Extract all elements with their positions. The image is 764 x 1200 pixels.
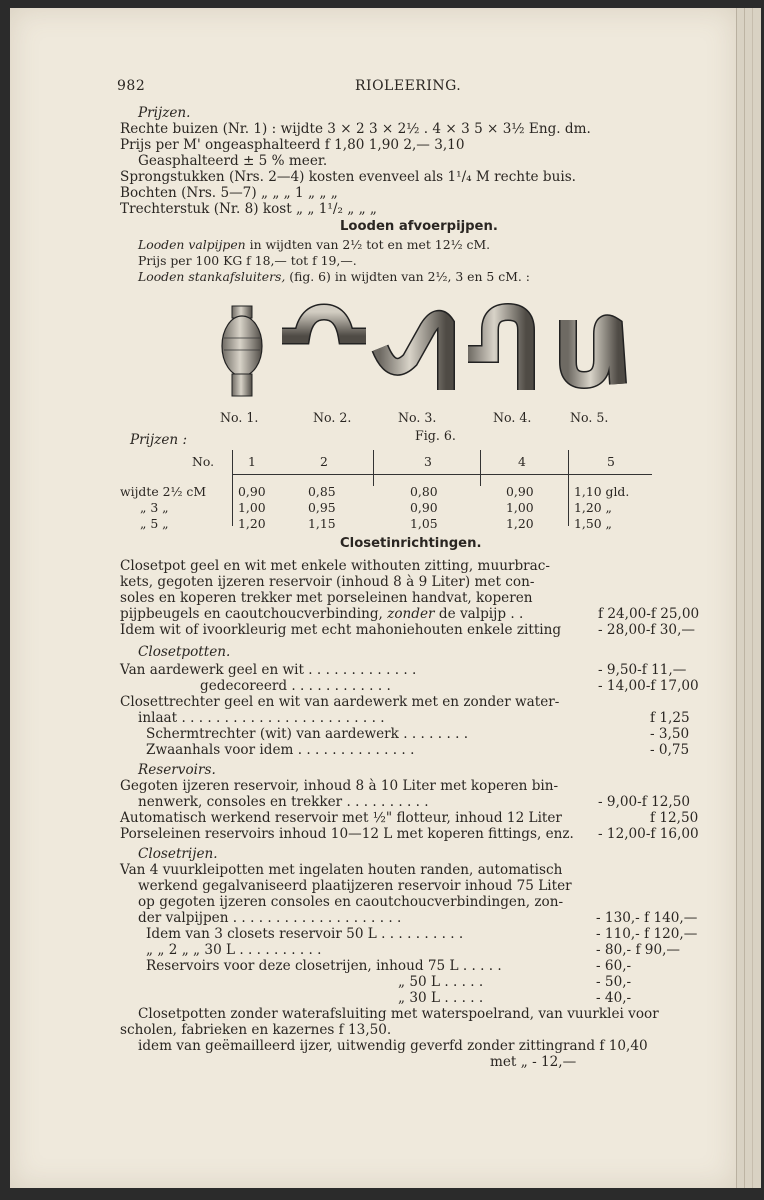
closet-line: gedecoreerd . . . . . . . . . . . . <box>200 678 391 694</box>
table-cell: 1,20 <box>506 516 534 531</box>
closet-line: „ 50 L . . . . . <box>398 974 484 990</box>
price-value: - 50,- <box>596 974 632 990</box>
closet-line: inlaat . . . . . . . . . . . . . . . . . . . . . . . . <box>138 710 385 726</box>
table-cell: „ 5 „ <box>140 516 169 531</box>
table-cell: 0,85 <box>308 484 336 499</box>
looden-line: Looden valpijpen in wijdten van 2½ tot en met 12½ cM. <box>138 237 491 252</box>
closet-line: Schermtrechter (wit) van aardewerk . . . . . . . . <box>146 726 469 742</box>
price-value: - 28,00-f 30,— <box>598 622 695 638</box>
price-value: - 14,00-f 17,00 <box>598 678 699 694</box>
table-header-cell: 3 <box>424 454 432 469</box>
price-value: f 24,00-f 25,00 <box>598 606 700 622</box>
price-value: - 12,00-f 16,00 <box>598 826 699 842</box>
price-line: Sprongstukken (Nrs. 2—4) kosten evenveel als 1¹/₄ M rechte buis. <box>120 169 576 185</box>
table-cell: 0,90 <box>238 484 266 499</box>
table-cell: 1,50 „ <box>574 516 612 531</box>
section-title-closet: Closetinrichtingen. <box>340 536 482 551</box>
book-page-edge <box>736 8 761 1188</box>
closet-line: Porseleinen reservoirs inhoud 10—12 L met koperen fittings, enz. <box>120 826 574 842</box>
closet-line: Reservoirs voor deze closetrijen, inhoud 75 L . . . . . <box>146 958 502 974</box>
table-cell: 1,10 gld. <box>574 484 630 499</box>
price-value: - 40,- <box>596 990 632 1006</box>
table-header-cell: 1 <box>248 454 256 469</box>
trap-no-2 <box>282 312 366 336</box>
section-title-looden: Looden afvoerpijpen. <box>340 219 498 234</box>
looden-line: Prijs per 100 KG f 18,— tot f 19,—. <box>138 253 357 268</box>
figure-label: No. 3. <box>398 410 437 425</box>
book-page <box>10 8 736 1188</box>
closet-line: „ 30 L . . . . . <box>398 990 484 1006</box>
table-cell: wijdte 2½ cM <box>120 484 207 499</box>
closet-line: scholen, fabrieken en kazernes f 13,50. <box>120 1022 392 1038</box>
price-value: - 3,50 <box>650 726 690 742</box>
running-title: RIOLEERING. <box>355 78 462 94</box>
figure-caption: Fig. 6. <box>415 428 456 443</box>
price-line: Rechte buizen (Nr. 1) : wijdte 3 × 2 3 × 2½ . 4 × 3 5 × 3½ Eng. dm. <box>120 121 591 137</box>
closet-line: „ „ 2 „ „ 30 L . . . . . . . . . . <box>146 942 322 958</box>
price-value: f 12,50 <box>650 810 699 826</box>
closet-line: pijpbeugels en caoutchoucverbinding, zonder de valpijp . . <box>120 606 524 622</box>
price-line: Geasphalteerd ± 5 % meer. <box>138 153 328 169</box>
closet-line: Zwaanhals voor idem . . . . . . . . . . . . . . <box>146 742 415 758</box>
table-cell: 1,20 „ <box>574 500 612 515</box>
table-header-cell: 4 <box>518 454 526 469</box>
closet-line: Automatisch werkend reservoir met ½" flotteur, inhoud 12 Liter <box>120 810 562 826</box>
price-value: - 9,00-f 12,50 <box>598 794 691 810</box>
closet-line: Van aardewerk geel en wit . . . . . . . . . . . . . <box>120 662 417 678</box>
closet-line: Closettrechter geel en wit van aardewerk met en zonder water- <box>120 694 560 710</box>
closet-line: Idem wit of ivoorkleurig met echt mahoniehouten enkele zitting <box>120 622 562 638</box>
figure-label: No. 4. <box>493 410 532 425</box>
trap-no-1 <box>222 306 262 396</box>
price-line: Trechterstuk (Nr. 8) kost „ „ 1¹/₂ „ „ „ <box>120 201 377 217</box>
looden-line: Looden stankafsluiters, (fig. 6) in wijdten van 2½, 3 en 5 cM. : <box>138 269 530 284</box>
closet-line: der valpijpen . . . . . . . . . . . . . . . . . . . . <box>138 910 402 926</box>
section-heading-prijzen-2: Prijzen : <box>130 432 188 448</box>
price-line: Bochten (Nrs. 5—7) „ „ „ 1 „ „ „ <box>120 185 338 201</box>
page-number: 982 <box>117 78 146 94</box>
closet-line: met „ - 12,— <box>490 1054 577 1070</box>
closet-line: soles en koperen trekker met porseleinen handvat, koperen <box>120 590 533 606</box>
closet-line: Closetpot geel en wit met enkele withouten zitting, muurbrac- <box>120 558 550 574</box>
table-cell: 1,00 <box>238 500 266 515</box>
subheading-closetrijen: Closetrijen. <box>138 846 218 862</box>
closet-line: nenwerk, consoles en trekker . . . . . . . . . . <box>138 794 429 810</box>
table-cell: 0,80 <box>410 484 438 499</box>
subheading-closetpotten: Closetpotten. <box>138 644 231 660</box>
subheading-reservoirs: Reservoirs. <box>138 762 216 778</box>
table-header-cell: No. <box>192 454 215 469</box>
price-value: f 1,25 <box>650 710 690 726</box>
figure-label: No. 1. <box>220 410 259 425</box>
table-header-cell: 2 <box>320 454 328 469</box>
price-value: - 110,- f 120,— <box>596 926 698 942</box>
price-value: - 0,75 <box>650 742 690 758</box>
table-cell: 0,90 <box>410 500 438 515</box>
page-edge-line <box>752 8 753 1188</box>
price-value: - 9,50-f 11,— <box>598 662 687 678</box>
closet-line: werkend gegalvaniseerd plaatijzeren reservoir inhoud 75 Liter <box>138 878 572 894</box>
figure-label: No. 5. <box>570 410 609 425</box>
table-cell: 1,05 <box>410 516 438 531</box>
closet-line: Closetpotten zonder waterafsluiting met waterspoelrand, van vuurklei voor <box>138 1006 659 1022</box>
price-value: - 130,- f 140,— <box>596 910 698 926</box>
table-cell: 0,95 <box>308 500 336 515</box>
page-edge-line <box>744 8 745 1188</box>
trap-no-3 <box>380 319 446 390</box>
price-value: - 80,- f 90,— <box>596 942 681 958</box>
price-value: - 60,- <box>596 958 632 974</box>
figure-label: No. 2. <box>313 410 352 425</box>
closet-line: Gegoten ijzeren reservoir, inhoud 8 à 10 Liter met koperen bin- <box>120 778 559 794</box>
closet-line: Idem van 3 closets reservoir 50 L . . . . . . . . . . <box>146 926 464 942</box>
closet-line: Van 4 vuurkleipotten met ingelaten houten randen, automatisch <box>120 862 563 878</box>
table-header-cell: 5 <box>607 454 615 469</box>
trap-no-5 <box>568 320 618 384</box>
figure-6-illustration <box>210 298 630 408</box>
closet-line: idem van geëmailleerd ijzer, uitwendig geverfd zonder zittingrand f 10,40 <box>138 1038 648 1054</box>
table-cell: 1,20 <box>238 516 266 531</box>
table-cell: „ 3 „ <box>140 500 169 515</box>
table-cell: 1,15 <box>308 516 336 531</box>
trap-no-4 <box>468 312 526 390</box>
table-cell: 0,90 <box>506 484 534 499</box>
section-heading-prijzen: Prijzen. <box>138 105 191 121</box>
closet-line: kets, gegoten ijzeren reservoir (inhoud 8 à 9 Liter) met con- <box>120 574 535 590</box>
price-line: Prijs per M' ongeasphalteerd f 1,80 1,90 2,— 3,10 <box>120 137 465 153</box>
table-cell: 1,00 <box>506 500 534 515</box>
closet-line: op gegoten ijzeren consoles en caoutchoucverbindingen, zon- <box>138 894 564 910</box>
